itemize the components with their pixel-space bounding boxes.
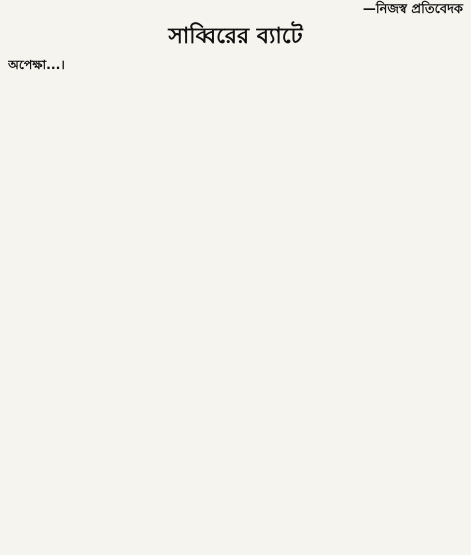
end-mark: অপেক্ষা...। — [8, 57, 65, 72]
byline: —নিজস্ব প্রতিবেদক — [362, 2, 463, 17]
article-body — [8, 56, 463, 531]
headline: সাব্বিরের ব্যাটে — [168, 24, 303, 49]
